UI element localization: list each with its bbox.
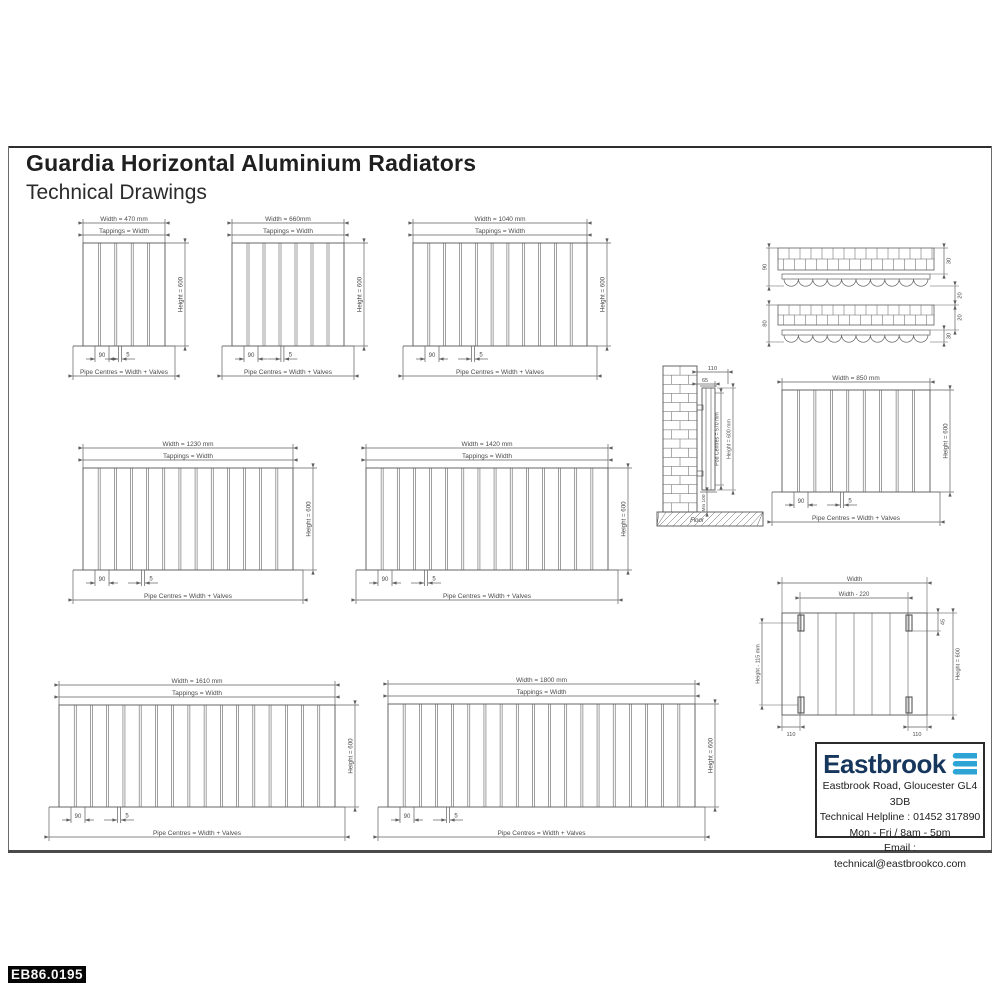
svg-text:90: 90 — [762, 263, 769, 271]
radiator-1610-svg — [43, 675, 371, 857]
svg-text:5: 5 — [149, 576, 153, 583]
svg-text:90: 90 — [428, 353, 436, 360]
radiator-1800-front-view — [372, 674, 731, 862]
svg-text:Height = 600 mm: Height = 600 mm — [726, 419, 733, 459]
svg-text:Pipe Centres = Width + Valves: Pipe Centres = Width + Valves — [497, 830, 586, 837]
bracket-view-svg — [745, 565, 995, 743]
svg-text:Width = 850 mm: Width = 850 mm — [832, 375, 880, 382]
svg-text:Height = 600: Height = 600 — [707, 737, 715, 774]
svg-text:90: 90 — [98, 353, 106, 360]
svg-text:65: 65 — [701, 378, 709, 384]
svg-text:5: 5 — [125, 813, 129, 820]
radiator-660-front-view — [216, 213, 380, 401]
page-title: Guardia Horizontal Aluminium Radiators — [26, 150, 477, 176]
bracket-position-view — [745, 565, 995, 748]
radiator-1230-front-view — [67, 438, 329, 625]
brand-address: Eastbrook Road, Gloucester GL4 3DB — [822, 780, 978, 808]
radiator-1040-svg — [397, 213, 623, 396]
brand-box — [815, 742, 985, 870]
svg-text:20: 20 — [957, 314, 964, 321]
svg-text:5: 5 — [432, 576, 436, 583]
radiator-1040-front-view — [397, 213, 623, 401]
svg-text:Width = 1610 mm: Width = 1610 mm — [171, 678, 223, 685]
svg-text:90: 90 — [381, 577, 389, 584]
brand-hours: Mon - Fri / 8am - 5pm — [849, 826, 951, 839]
radiator-850-svg — [766, 372, 966, 542]
svg-text:Height = 600: Height = 600 — [620, 501, 628, 537]
svg-text:90: 90 — [98, 577, 106, 584]
page-subtitle: Technical Drawings — [26, 181, 207, 204]
svg-text:30: 30 — [946, 332, 953, 340]
svg-text:90: 90 — [247, 353, 255, 360]
svg-text:Tappings = Width: Tappings = Width — [162, 453, 214, 460]
svg-text:Width = 470 mm: Width = 470 mm — [100, 216, 148, 223]
radiator-1230-svg — [67, 438, 329, 620]
svg-text:30: 30 — [946, 257, 953, 265]
svg-text:Height = 600: Height = 600 — [955, 648, 962, 680]
svg-text:110: 110 — [707, 366, 718, 372]
radiator-plan-views — [755, 240, 970, 357]
svg-text:Width = 1230 mm: Width = 1230 mm — [162, 441, 214, 448]
svg-text:Height = 600: Height = 600 — [305, 501, 313, 537]
svg-text:Pipe Centres = Width + Valves: Pipe Centres = Width + Valves — [811, 515, 901, 522]
wall-mount-side-view — [655, 353, 767, 538]
plan-views-svg — [755, 240, 970, 352]
radiator-470-front-view — [67, 213, 201, 401]
svg-text:Height = 600: Height = 600 — [356, 276, 364, 313]
radiator-470-svg — [67, 213, 201, 396]
svg-text:Tappings = Width: Tappings = Width — [171, 690, 223, 697]
side-view-svg — [655, 353, 767, 533]
svg-text:Tappings = Width: Tappings = Width — [516, 689, 567, 696]
brand-name: Eastbrook — [823, 748, 946, 779]
svg-text:5: 5 — [288, 352, 293, 359]
svg-text:90: 90 — [797, 499, 805, 506]
svg-text:Pipe Centres = Width + Valves: Pipe Centres = Width + Valves — [152, 830, 242, 837]
svg-text:20: 20 — [957, 292, 964, 299]
svg-text:110: 110 — [912, 732, 922, 738]
svg-text:Tappings = Width: Tappings = Width — [474, 228, 526, 235]
svg-text:5: 5 — [126, 352, 130, 359]
radiator-660-svg — [216, 213, 380, 396]
svg-text:110: 110 — [786, 732, 796, 738]
radiator-1610-front-view — [43, 675, 371, 862]
svg-text:5: 5 — [848, 498, 852, 505]
svg-text:Tappings = Width: Tappings = Width — [461, 453, 513, 460]
radiator-1800-svg — [372, 674, 731, 857]
svg-text:Tappings = Width: Tappings = Width — [98, 228, 150, 235]
svg-text:Height = 600: Height = 600 — [177, 276, 185, 313]
svg-text:Width = 1420 mm: Width = 1420 mm — [461, 441, 513, 448]
svg-text:90: 90 — [74, 814, 82, 821]
sheet-left-border — [8, 146, 9, 853]
svg-text:Min 100: Min 100 — [702, 494, 707, 512]
svg-text:Width = 1800 mm: Width = 1800 mm — [515, 677, 568, 684]
svg-text:Width: Width — [846, 577, 863, 583]
svg-text:Height - 115 mm: Height - 115 mm — [755, 644, 762, 684]
brand-logo-row — [817, 749, 983, 779]
svg-text:5: 5 — [479, 352, 483, 359]
svg-text:Width = 1040 mm: Width = 1040 mm — [474, 216, 526, 223]
svg-text:5: 5 — [454, 813, 458, 820]
svg-text:Height = 600: Height = 600 — [599, 276, 607, 313]
svg-text:Pipe Centres = Width + Valves: Pipe Centres = Width + Valves — [442, 593, 532, 600]
svg-text:90: 90 — [403, 814, 411, 821]
svg-text:Pipe Centres = Width + Valves: Pipe Centres = Width + Valves — [243, 369, 333, 376]
svg-text:Floor: Floor — [690, 518, 704, 524]
svg-text:80: 80 — [762, 320, 769, 327]
doc-code: EB86.0195 — [8, 966, 86, 983]
svg-text:Width - 220: Width - 220 — [838, 592, 870, 598]
eastbrook-logo-icon — [951, 752, 977, 776]
svg-text:Pipe Centres = Width + Valves: Pipe Centres = Width + Valves — [455, 369, 545, 376]
svg-text:Tappings = Width: Tappings = Width — [262, 228, 314, 235]
sheet-top-rule — [8, 146, 992, 148]
svg-text:45: 45 — [940, 618, 947, 626]
svg-text:Pipe Centres = Width + Valves: Pipe Centres = Width + Valves — [143, 593, 233, 600]
radiator-1420-svg — [350, 438, 644, 620]
svg-text:Pipe Centres = Width + Valves: Pipe Centres = Width + Valves — [79, 369, 169, 376]
svg-text:Height = 600: Height = 600 — [347, 738, 355, 774]
radiator-1420-front-view — [350, 438, 644, 625]
svg-text:Height = 600: Height = 600 — [942, 423, 950, 459]
svg-text:Pod Centres = 570 mm: Pod Centres = 570 mm — [714, 412, 721, 466]
svg-text:Width = 660mm: Width = 660mm — [265, 216, 311, 223]
brand-email: Email : technical@eastbrookco.com — [833, 842, 967, 870]
brand-helpline: Technical Helpline : 01452 317890 — [819, 811, 981, 823]
radiator-850-front-view — [766, 372, 966, 547]
